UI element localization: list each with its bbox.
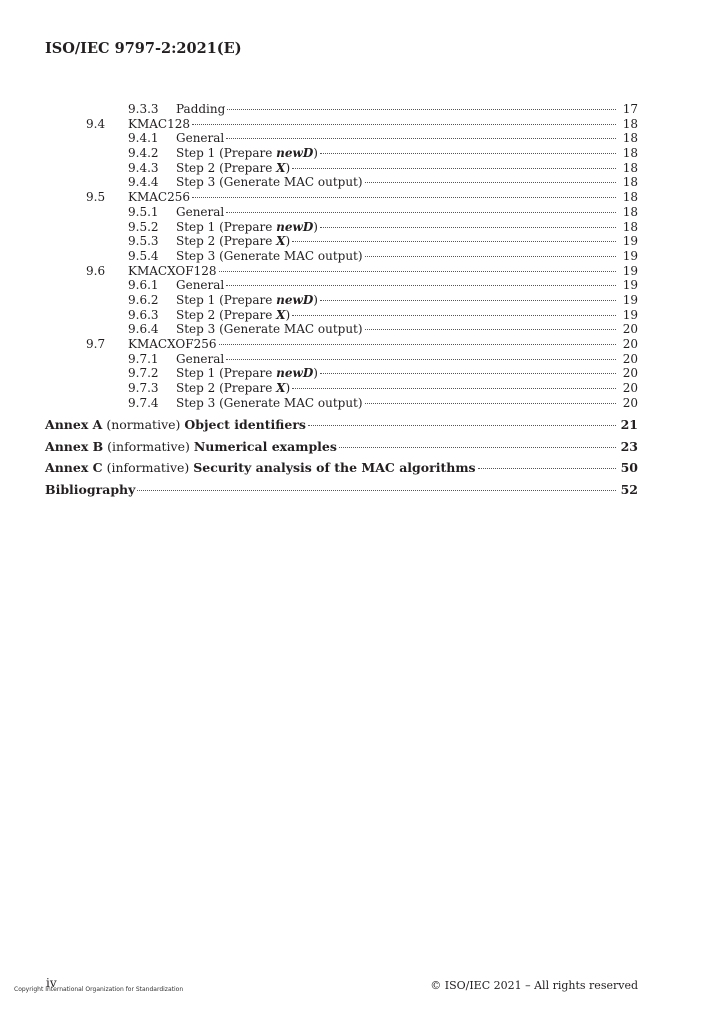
toc-entry-title-part: X — [276, 234, 286, 249]
toc-entry-title — [176, 249, 365, 264]
toc-entry-number: 9.7.2 — [128, 366, 159, 381]
toc-entry-number: 9.5.1 — [128, 204, 159, 219]
toc-entry[interactable] — [45, 190, 638, 205]
toc-entry-page: 18 — [620, 117, 638, 132]
toc-dot-leader — [365, 329, 616, 330]
toc-entry-title — [176, 322, 365, 337]
toc-dot-leader — [192, 197, 616, 198]
toc-entry-page: 18 — [620, 190, 638, 205]
toc-dot-leader — [478, 468, 616, 469]
toc-dot-leader — [292, 168, 616, 169]
toc-entry-title — [176, 102, 227, 117]
toc-entry-title — [176, 396, 365, 411]
toc-entry-title-part: KMACXOF256 — [128, 337, 217, 351]
toc-entry-title-part: Numerical examples — [193, 438, 337, 454]
toc-dot-leader — [137, 490, 616, 491]
toc-dot-leader — [292, 241, 616, 242]
toc-dot-leader — [226, 285, 616, 286]
toc-entry-number: 9.5.3 — [128, 234, 159, 249]
toc-entry-title-part: KMACXOF128 — [128, 263, 217, 278]
toc-entry-page: 18 — [620, 131, 638, 146]
toc-entry-number: 9.4.4 — [128, 175, 159, 190]
toc-entry-title-part: newD — [276, 219, 314, 234]
toc-entry-title — [128, 337, 219, 352]
toc-entry-page: 19 — [620, 264, 638, 279]
toc-entry[interactable] — [45, 146, 638, 161]
toc-entry-title — [176, 308, 292, 323]
toc-entry-title-part: Step 1 (Prepare — [176, 219, 277, 234]
toc-entry-number: 9.6.3 — [128, 307, 159, 322]
toc-dot-leader — [227, 109, 616, 110]
toc-entry-title-part: X — [276, 160, 286, 175]
toc-dot-leader — [365, 256, 616, 257]
toc-dot-leader — [292, 388, 616, 389]
toc-entry[interactable] — [45, 293, 638, 308]
toc-dot-leader — [219, 271, 617, 272]
toc-entry-title-part: Step 2 (Prepare — [176, 160, 277, 175]
toc-entry-page: 19 — [620, 293, 638, 308]
toc-entry-number: 9.7.1 — [128, 351, 159, 366]
toc-entry[interactable] — [45, 436, 638, 458]
toc-entry[interactable] — [45, 102, 638, 117]
toc-entry-number: 9.6.2 — [128, 292, 159, 307]
toc-entry-page: 19 — [620, 249, 638, 264]
toc-entry[interactable] — [45, 479, 638, 501]
toc-entry-number: 9.7 — [86, 337, 106, 351]
toc-entry-title-part: ) — [313, 292, 318, 307]
toc-entry-title — [128, 264, 219, 279]
toc-entry-page: 50 — [620, 457, 638, 479]
toc-entry-title-part: Annex B — [45, 438, 104, 454]
toc-entry-title — [176, 146, 320, 161]
table-of-contents — [45, 102, 638, 500]
toc-entry-number: 9.7.3 — [128, 381, 159, 396]
toc-entry-title-part: ) — [313, 219, 318, 234]
toc-entry-title-part: General — [176, 131, 225, 146]
toc-entry-title-part: newD — [276, 292, 314, 307]
toc-entry-title-part: Step 3 (Generate MAC output) — [176, 395, 363, 410]
toc-entry[interactable] — [45, 175, 638, 190]
toc-entry-page: 18 — [620, 161, 638, 176]
toc-entry-page: 20 — [620, 366, 638, 381]
toc-entry-title-part: X — [276, 381, 286, 396]
toc-entry-number: 9.5 — [86, 190, 106, 205]
toc-dot-leader — [226, 359, 616, 360]
toc-entry-page: 20 — [620, 322, 638, 337]
toc-entry[interactable] — [45, 381, 638, 396]
toc-entry-title-part: Step 3 (Generate MAC output) — [176, 175, 363, 190]
toc-entry[interactable] — [45, 131, 638, 146]
toc-entry-number: 9.5.4 — [128, 248, 159, 263]
toc-entry-page: 20 — [620, 381, 638, 396]
toc-entry[interactable] — [45, 161, 638, 176]
toc-entry[interactable] — [45, 205, 638, 220]
toc-entry-title-part: Step 1 (Prepare — [176, 146, 277, 161]
toc-entry[interactable] — [45, 220, 638, 235]
toc-entry[interactable] — [45, 278, 638, 293]
toc-entry-title-part: ) — [285, 381, 291, 396]
toc-entry-title-part: X — [276, 307, 286, 322]
toc-entry-number: 9.4.2 — [128, 146, 159, 161]
toc-entry-title — [176, 352, 226, 367]
toc-entry[interactable] — [45, 322, 638, 337]
toc-dot-leader — [226, 212, 616, 213]
toc-entry-title-part: Step 1 (Prepare — [176, 366, 277, 381]
toc-entry-title-part: Step 1 (Prepare — [176, 292, 277, 307]
toc-entry-title-part: KMAC128 — [128, 116, 191, 131]
toc-entry-page: 19 — [620, 278, 638, 293]
toc-entry-title-part: Annex A — [45, 417, 103, 433]
toc-entry-title-part: newD — [276, 146, 314, 161]
toc-entry[interactable] — [45, 457, 638, 479]
toc-entry-page: 19 — [620, 234, 638, 249]
document-header-title: ISO/IEC 9797-2:2021(E) — [45, 40, 242, 57]
toc-entry-title — [176, 220, 320, 235]
toc-entry-title — [45, 457, 478, 479]
toc-entry-number: 9.6 — [86, 263, 106, 278]
toc-entry-title — [176, 131, 226, 146]
toc-entry-title-part: newD — [276, 366, 314, 381]
toc-entry-title-part: Step 2 (Prepare — [176, 381, 277, 396]
toc-entry-number: 9.6.4 — [128, 322, 159, 337]
toc-dot-leader — [219, 344, 617, 345]
toc-entry[interactable] — [45, 396, 638, 411]
toc-dot-leader — [365, 403, 616, 404]
toc-entry[interactable] — [45, 264, 638, 279]
toc-entry-title — [128, 117, 192, 132]
toc-entry-title-part: Annex C — [45, 460, 103, 476]
toc-dot-leader — [192, 124, 616, 125]
toc-entry-page: 18 — [620, 220, 638, 235]
toc-entry-title-part: ) — [285, 234, 291, 249]
toc-entry-page: 52 — [620, 479, 638, 501]
toc-entry-title-part: KMAC256 — [128, 190, 191, 205]
toc-entry-page: 17 — [620, 102, 638, 117]
toc-entry-title — [176, 161, 292, 176]
copyright-watermark: Copyright International Organization for Standardization — [14, 986, 184, 993]
toc-entry-title — [176, 205, 226, 220]
toc-entry-title-part: Step 3 (Generate MAC output) — [176, 248, 363, 263]
toc-entry-title — [45, 414, 308, 436]
toc-entry-number: 9.6.1 — [128, 278, 159, 293]
toc-dot-leader — [292, 315, 616, 316]
toc-entry[interactable] — [45, 234, 638, 249]
toc-entry-page: 19 — [620, 308, 638, 323]
toc-entry[interactable] — [45, 117, 638, 132]
toc-entry-number: 9.4 — [86, 116, 106, 131]
footer-page-number: iv — [46, 976, 57, 990]
toc-entry[interactable] — [45, 366, 638, 381]
toc-dot-leader — [365, 182, 616, 183]
toc-entry-title-part: Step 2 (Prepare — [176, 307, 277, 322]
toc-entry-page: 20 — [620, 337, 638, 352]
toc-dot-leader — [226, 138, 616, 139]
toc-entry-title-part: Security analysis of the MAC algorithms — [193, 460, 476, 476]
toc-entry[interactable] — [45, 414, 638, 436]
toc-entry-title-part: Step 2 (Prepare — [176, 234, 277, 249]
toc-entry-page: 20 — [620, 396, 638, 411]
toc-entry-title — [176, 366, 320, 381]
toc-entry[interactable] — [45, 352, 638, 367]
toc-entry[interactable] — [45, 308, 638, 323]
toc-entry-page: 18 — [620, 205, 638, 220]
toc-dot-leader — [308, 425, 616, 426]
toc-entry-title — [176, 381, 292, 396]
toc-dot-leader — [320, 153, 616, 154]
toc-entry-number: 9.5.2 — [128, 219, 159, 234]
toc-entry[interactable] — [45, 337, 638, 352]
toc-entry-page: 18 — [620, 175, 638, 190]
toc-entry-title — [45, 479, 137, 501]
toc-entry-title-part: ) — [313, 146, 318, 161]
toc-entry-title-part: Step 3 (Generate MAC output) — [176, 322, 363, 337]
toc-entry-title-part: (informative) — [103, 438, 194, 454]
toc-entry-title-part: (normative) — [102, 417, 185, 433]
toc-entry-title-part: ) — [285, 307, 291, 322]
toc-dot-leader — [320, 300, 616, 301]
toc-entry-number: 9.4.1 — [128, 131, 159, 146]
toc-entry-title-part: ) — [285, 160, 291, 175]
toc-entry-title-part: ) — [313, 366, 318, 381]
toc-entry-title-part: Padding — [176, 102, 226, 116]
toc-entry-title — [128, 190, 192, 205]
footer-copyright: © ISO/IEC 2021 – All rights reserved — [430, 979, 638, 992]
toc-entry-title — [45, 436, 339, 458]
toc-entry-title — [176, 293, 320, 308]
toc-entry-page: 20 — [620, 352, 638, 367]
toc-entry-title — [176, 175, 365, 190]
toc-entry-number: 9.7.4 — [128, 395, 159, 410]
toc-dot-leader — [339, 447, 616, 448]
toc-entry-page: 18 — [620, 146, 638, 161]
toc-entry-title-part: Bibliography — [45, 481, 136, 497]
toc-entry-page: 21 — [620, 414, 638, 436]
toc-entry-page: 23 — [620, 436, 638, 458]
toc-dot-leader — [320, 227, 616, 228]
toc-entry-title-part: Object identifiers — [184, 417, 306, 433]
toc-dot-leader — [320, 373, 616, 374]
toc-entry-title-part: General — [176, 204, 225, 219]
toc-entry-title-part: General — [176, 278, 225, 293]
toc-entry-number: 9.4.3 — [128, 160, 159, 175]
toc-entry-number: 9.3.3 — [128, 102, 159, 116]
toc-entry[interactable] — [45, 249, 638, 264]
toc-entry-title-part: (informative) — [102, 460, 194, 476]
toc-entry-title — [176, 234, 292, 249]
toc-entry-title-part: General — [176, 351, 225, 366]
toc-entry-title — [176, 278, 226, 293]
